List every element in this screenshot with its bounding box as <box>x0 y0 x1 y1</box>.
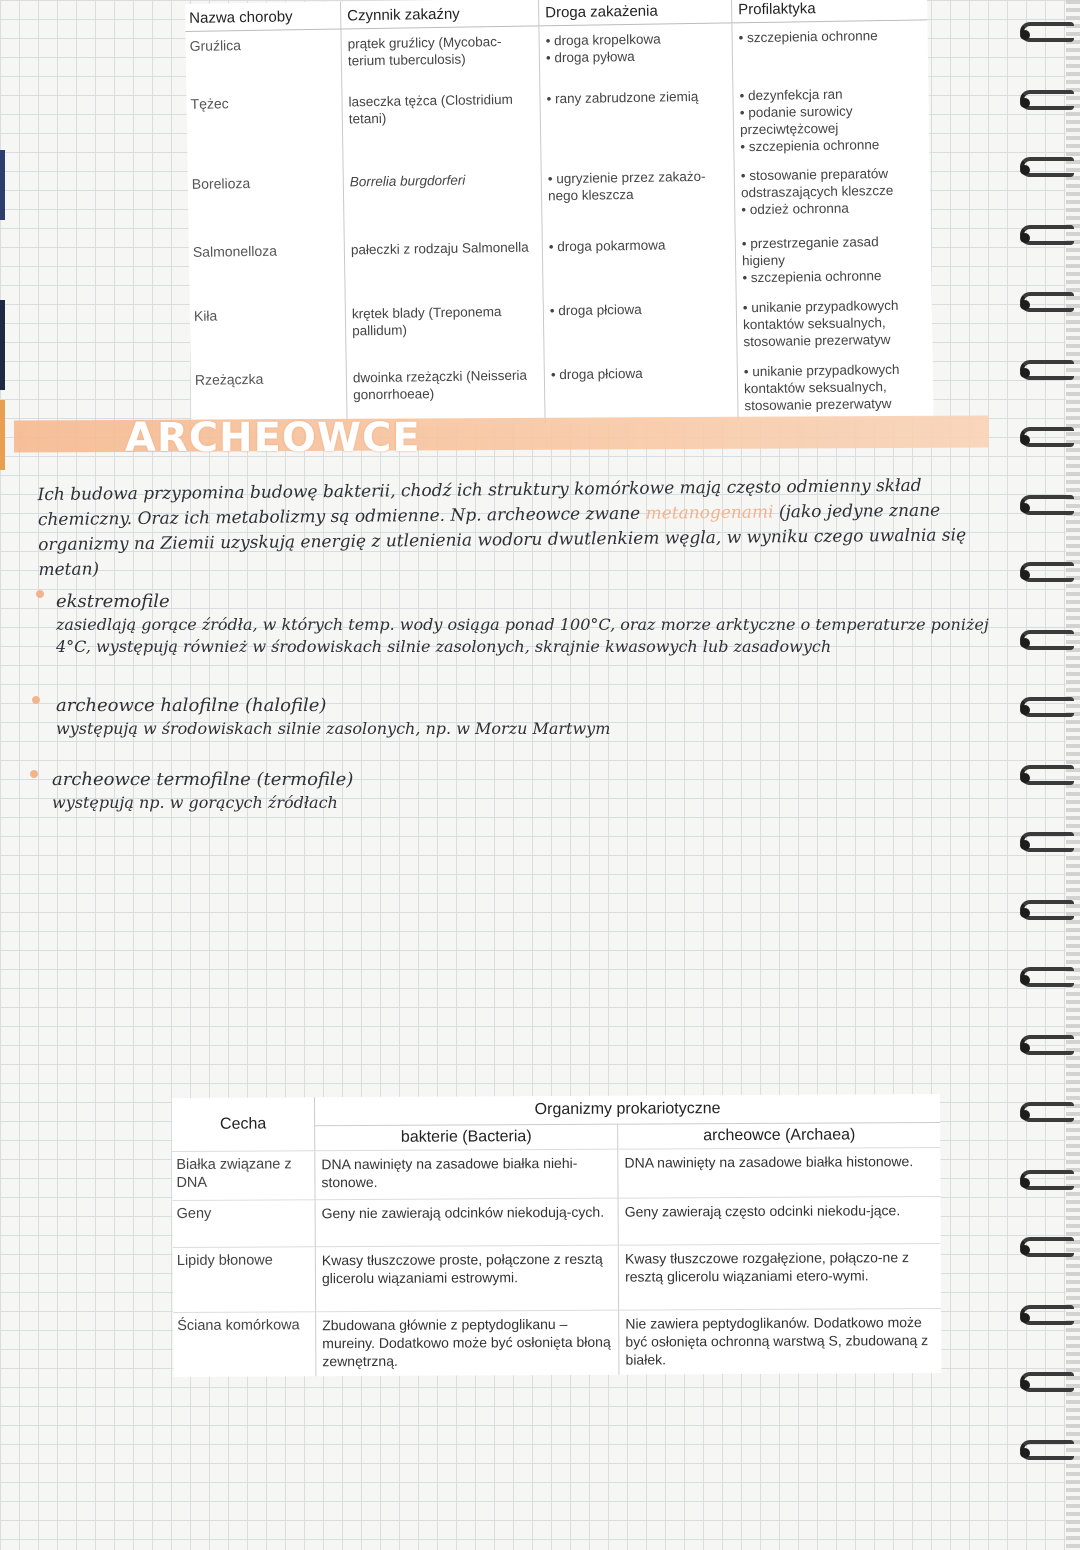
archaea-value: Nie zawiera peptydoglikanów. Dodatkowo może być osłonięta ochronną warstwą S, zbudowaną z białek. <box>619 1308 942 1374</box>
table-row <box>190 290 933 366</box>
spiral-ring <box>1020 90 1074 110</box>
table-row <box>173 1196 941 1247</box>
disease-agent: Borrelia burgdorferi <box>343 164 542 235</box>
disease-agent: dwoinka rzeżączki (Neisseria gonorrhoeae) <box>346 360 545 427</box>
disease-table <box>185 0 934 430</box>
disease-prevention <box>732 20 928 82</box>
prevention-item: • stosowanie preparatów odstraszających kleszcze <box>741 164 925 201</box>
bacteria-value: DNA nawinięty na zasadowe białka niehi-stonowe. <box>315 1149 618 1200</box>
disease-prevention <box>734 158 931 229</box>
route-item: • droga kropelkowa <box>545 30 725 50</box>
intro-text: Ich budowa przypomina budowę bakterii, chodź ich struktury komórkowe mają często odmienny skład chemiczny. Oraz ich metabolizmy są odmienne. Np. archeowce zwane <box>37 475 922 531</box>
header-archaea: archeowce (Archaea) <box>618 1122 941 1149</box>
intro-highlight: metanogenami <box>645 502 774 524</box>
spiral-ring <box>1020 1372 1074 1392</box>
spiral-ring <box>1020 157 1074 177</box>
disease-prevention <box>737 354 933 421</box>
header-bacteria: bakterie (Bacteria) <box>315 1124 618 1151</box>
bullet-text: występują w środowiskach silnie zasolonych, np. w Morzu Martwym <box>56 719 611 738</box>
feature-name: Lipidy błonowe <box>173 1247 316 1313</box>
prevention-item: • podanie surowicy przeciwtężcowej <box>740 101 924 138</box>
disease-name: Salmonelloza <box>192 242 278 260</box>
disease-route <box>539 23 733 85</box>
spiral-ring <box>1020 1440 1074 1460</box>
prevention-item: • przestrzeganie zasad higieny <box>742 232 926 269</box>
disease-route <box>543 293 737 360</box>
table-row <box>186 78 929 170</box>
spiral-ring <box>1020 1102 1074 1122</box>
route-item: • droga płciowa <box>550 299 730 319</box>
bullet-title: ekstremofile <box>56 591 170 612</box>
archaea-value: Kwasy tłuszczowe rozgałęzione, połączo-ne z resztą glicerolu wiązaniami etero-wymi. <box>618 1243 941 1310</box>
feature-name: Ściana komórkowa <box>173 1312 316 1377</box>
route-item: • ugryzienie przez zakażo-nego kleszcza <box>548 167 729 204</box>
disease-agent: prątek gruźlicy (Mycobac-terium tuberculosis) <box>341 26 540 88</box>
header-feature: Cecha <box>172 1097 315 1151</box>
bacteria-value: Geny nie zawierają odcinków niekodują-cych. <box>315 1198 618 1247</box>
bullet-dot <box>36 590 44 598</box>
disease-name: Tężec <box>190 95 229 112</box>
feature-name: Geny <box>173 1200 316 1248</box>
spiral-ring <box>1020 967 1074 987</box>
disease-agent: pałeczki z rodzaju Salmonella <box>344 232 543 299</box>
route-item: • droga pokarmowa <box>549 235 729 255</box>
disease-name: Rzeżączka <box>194 370 264 388</box>
route-item: • rany zabrudzone ziemią <box>546 88 726 108</box>
color-tab-dark <box>0 300 5 390</box>
disease-prevention <box>736 290 932 357</box>
intro-text-end: (jako jedyne znane organizmy na Ziemii uzyskują energię z utlenienia wodoru dwutlenkiem węgla, w wyniku czego uwalnia się metan) <box>38 500 967 581</box>
spiral-ring <box>1020 1237 1074 1257</box>
header-infectious-agent: Czynnik zakaźny <box>340 0 538 29</box>
bullet-text: występują np. w gorących źródłach <box>52 793 338 812</box>
table-row <box>172 1147 940 1200</box>
disease-name: Borelioza <box>191 174 251 192</box>
spiral-ring <box>1020 1305 1074 1325</box>
spiral-ring <box>1020 22 1074 42</box>
bullet-extremophiles <box>56 590 996 658</box>
bullet-title: archeowce termofilne (termofile) <box>52 769 354 790</box>
bullet-title: archeowce halofilne (halofile) <box>56 695 327 716</box>
route-item: • droga pyłowa <box>546 47 726 67</box>
bullet-dot <box>30 770 38 778</box>
comparison-table <box>172 1094 941 1377</box>
intro-paragraph <box>38 473 1009 583</box>
spiral-ring <box>1020 360 1074 380</box>
spiral-ring <box>1020 1035 1074 1055</box>
spiral-binding <box>1010 0 1080 1550</box>
disease-name: Kiła <box>193 307 218 324</box>
spiral-ring <box>1020 630 1074 650</box>
prevention-item: • szczepienia ochronne <box>742 266 925 286</box>
spiral-ring <box>1020 225 1074 245</box>
bullet-halophiles <box>56 694 856 740</box>
prevention-item: • szczepienia ochronne <box>738 26 921 46</box>
spiral-ring <box>1020 495 1074 515</box>
bacteria-value: Zbudowana głównie z peptydoglikanu – mureiny. Dodatkowo może być osłonięta błoną zewnętrzną. <box>316 1310 619 1376</box>
section-heading: ARCHEOWCE <box>125 415 421 461</box>
bullet-dot <box>32 696 40 704</box>
archaea-value: Geny zawierają często odcinki niekodu-jące. <box>618 1196 941 1245</box>
bullet-thermophiles <box>52 768 752 814</box>
feature-name: Białka związane z DNA <box>172 1151 315 1201</box>
prevention-item: • szczepienia ochronne <box>740 135 923 155</box>
prevention-item: • unikanie przypadkowych kontaktów seksualnych, stosowanie prezerwatyw <box>744 360 928 414</box>
disease-agent: laseczka tężca (Clostridium tetani) <box>342 84 541 167</box>
spiral-ring <box>1020 697 1074 717</box>
spiral-ring <box>1020 1170 1074 1190</box>
disease-route <box>540 81 734 164</box>
route-item: • droga płciowa <box>551 363 731 383</box>
table-row <box>173 1308 941 1377</box>
color-tab-blue <box>0 150 5 220</box>
header-prevention: Profilaktyka <box>731 0 927 23</box>
header-infection-route: Droga zakażenia <box>538 0 731 26</box>
disease-route <box>542 229 736 296</box>
prevention-item: • unikanie przypadkowych kontaktów seksualnych, stosowanie prezerwatyw <box>743 296 927 350</box>
comparison-header-row <box>172 1094 940 1127</box>
table-row <box>189 226 932 302</box>
disease-route <box>541 161 735 232</box>
header-disease-name: Nazwa choroby <box>185 2 341 32</box>
prevention-item: • odzież ochronna <box>741 198 924 218</box>
header-prokaryotes: Organizmy prokariotyczne <box>534 1100 721 1119</box>
table-row <box>188 158 931 238</box>
spiral-ring <box>1020 832 1074 852</box>
prevention-item: • dezynfekcja ran <box>739 84 922 104</box>
spiral-ring <box>1020 292 1074 312</box>
archaea-value: DNA nawinięty na zasadowe białka histonowe. <box>618 1147 941 1198</box>
spiral-ring <box>1020 427 1074 447</box>
spiral-ring <box>1020 562 1074 582</box>
disease-agent: krętek blady (Treponema pallidum) <box>345 296 544 363</box>
color-tab-orange <box>0 400 5 470</box>
disease-name: Gruźlica <box>189 37 242 54</box>
disease-prevention <box>735 226 931 293</box>
table-row <box>173 1243 941 1312</box>
bullet-text: zasiedlają gorące źródła, w których temp. wody osiąga ponad 100°C, oraz morze arktyczne o temperaturze poniżej 4°C, występują również w środowiskach silnie zasolonych, skrajnie kwasowych lub zasadowych <box>56 615 989 656</box>
spiral-ring <box>1020 900 1074 920</box>
disease-route <box>544 357 738 424</box>
spiral-ring <box>1020 765 1074 785</box>
bacteria-value: Kwasy tłuszczowe proste, połączone z resztą glicerolu wiązaniami estrowymi. <box>315 1245 618 1312</box>
disease-prevention <box>733 78 930 161</box>
